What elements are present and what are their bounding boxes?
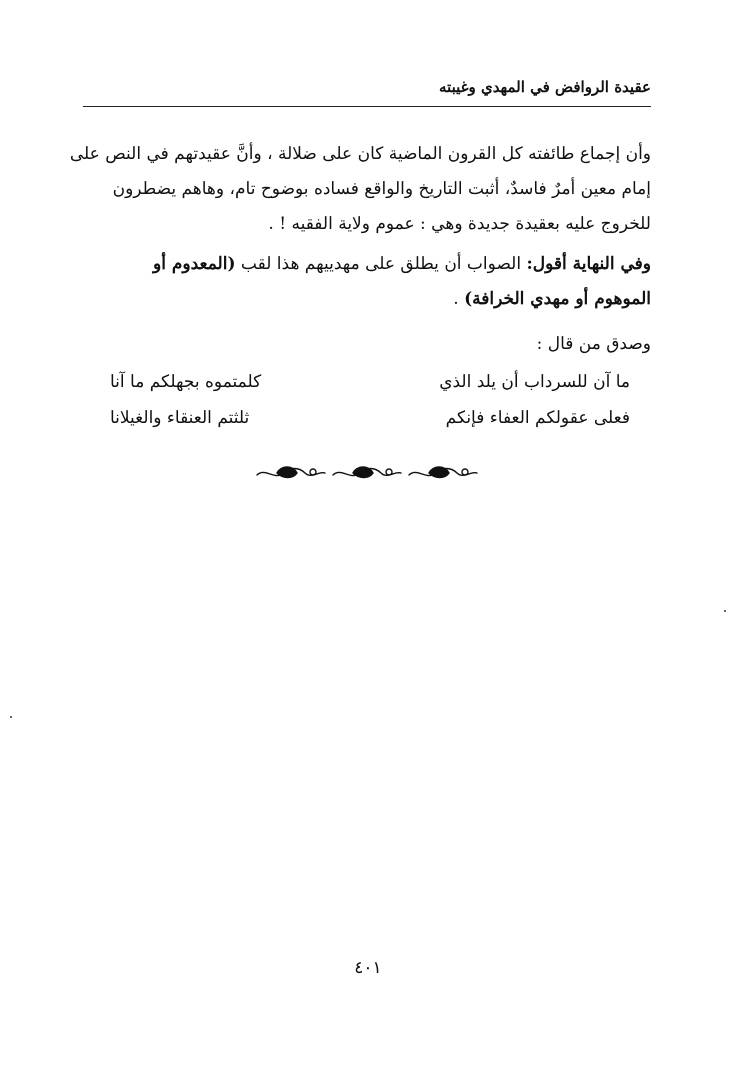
paragraph-2-end: . [453, 289, 465, 309]
verse-1-second-hemistich: كلمتموه بجهلكم ما آنا [110, 372, 262, 392]
paragraph-2-bold-lead: وفي النهاية أقول: [526, 254, 651, 274]
paragraph-3 [83, 327, 651, 362]
header-title: عقيدة الروافض في المهدي وغيبته [439, 78, 651, 96]
ornament-motif [257, 467, 325, 478]
poem-intro: وصدق من قال : [536, 334, 651, 354]
scan-speck [10, 716, 12, 718]
paragraph-2-text: الصواب أن يطلق على مهدييهم هذا لقب [235, 254, 527, 274]
paragraph-2-line-1 [83, 247, 651, 282]
paragraph-2-bold-title-end: الموهوم أو مهدي الخرافة) [464, 289, 651, 309]
poem-verse [110, 408, 630, 444]
poem-verse [110, 372, 630, 408]
paragraph-2-bold-title-start: (المعدوم أو [153, 254, 236, 274]
ornament-motif [333, 467, 401, 478]
ornament-motif [409, 467, 477, 478]
floral-ornament-icon [253, 461, 483, 485]
paragraph-1-line-1: وأن إجماع طائفته كل القرون الماضية كان على ضلالة ، وأنَّ عقيدتهم في النص على [69, 144, 651, 164]
scan-speck [724, 610, 726, 612]
page-number: ٤٠١ [354, 958, 382, 978]
paragraph-1 [69, 137, 651, 242]
paragraph-1-line-2: إمام معين أمرٌ فاسدٌ، أثبت التاريخ والواقع فساده بوضوح تام، وهاهم يضطرون [112, 179, 651, 199]
paragraph-1-line-3: للخروج عليه بعقيدة جديدة وهي : عموم ولاية الفقيه ! . [268, 214, 651, 234]
verse-2-first-hemistich: فعلى عقولكم العفاء فإنكم [445, 408, 630, 428]
header-rule [83, 106, 651, 107]
paragraph-2 [83, 247, 651, 317]
paragraph-2-line-2 [83, 282, 651, 317]
running-header [83, 70, 651, 110]
verse-1-first-hemistich: ما آن للسرداب أن يلد الذي [439, 372, 630, 392]
verse-2-second-hemistich: ثلثتم العنقاء والغيلانا [110, 408, 250, 428]
